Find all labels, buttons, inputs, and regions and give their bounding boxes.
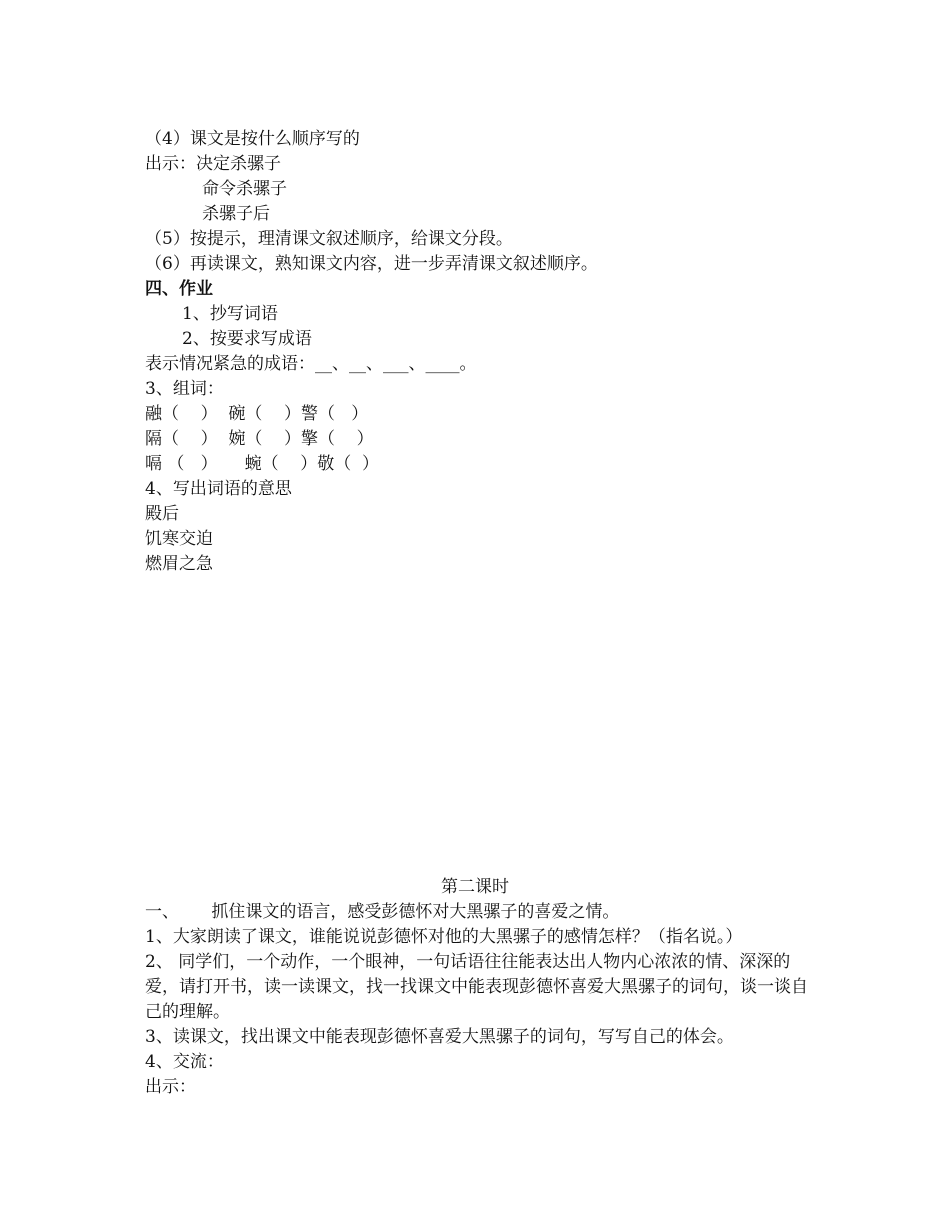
homework-item-4: 4、写出词语的意思 [145,479,292,499]
show-line-1: 出示：决定杀骡子 [145,154,281,174]
show-line-3: 杀骡子后 [202,204,270,224]
question-4: （4）课文是按什么顺序写的 [145,129,360,149]
paragraph-1: 1、大家朗读了课文，谁能说说彭德怀对他的大黑骡子的感情怎样？（指名说。） [145,927,743,947]
vocab-word-2: 饥寒交迫 [145,529,213,549]
word-group-row-1: 融（ ） 碗（ ）警（ ） [145,404,369,424]
word-group-row-2: 隔（ ） 婉（ ）擎（ ） [145,429,374,449]
question-6: （6）再读课文，熟知课文内容，进一步弄清课文叙述顺序。 [145,254,598,274]
vocab-word-1: 殿后 [145,504,179,524]
idiom-line: 表示情况紧急的成语：__、__、___、____。 [145,354,477,374]
paragraph-3: 3、读课文，找出课文中能表现彭德怀喜爱大黑骡子的词句，写写自己的体会。 [145,1027,734,1047]
show-label: 出示： [145,1077,196,1097]
question-5: （5）按提示，理清课文叙述顺序，给课文分段。 [145,229,513,249]
homework-item-2: 2、按要求写成语 [182,329,312,349]
word-group-row-3: 嗝 （ ） 蜿（ ）敬（ ） [145,454,380,474]
paragraph-2: 2、 同学们，一个动作，一个眼神，一句话语往往能表达出人物内心浓浓的情、深深的爱，请打开书，读一读课文，找一找课文中能表现彭德怀喜爱大黑骡子的词句，谈一谈自己的理解。 [145,952,808,1022]
vocab-word-3: 燃眉之急 [145,554,213,574]
lesson-title: 第二课时 [441,877,509,897]
homework-item-1: 1、抄写词语 [182,304,278,324]
show-line-2: 命令杀骡子 [202,179,287,199]
section-one: 一、 抓住课文的语言，感受彭德怀对大黑骡子的喜爱之情。 [145,902,620,922]
homework-heading: 四、作业 [145,279,213,299]
homework-item-3: 3、组词： [145,379,224,399]
paragraph-4: 4、交流： [145,1052,224,1072]
